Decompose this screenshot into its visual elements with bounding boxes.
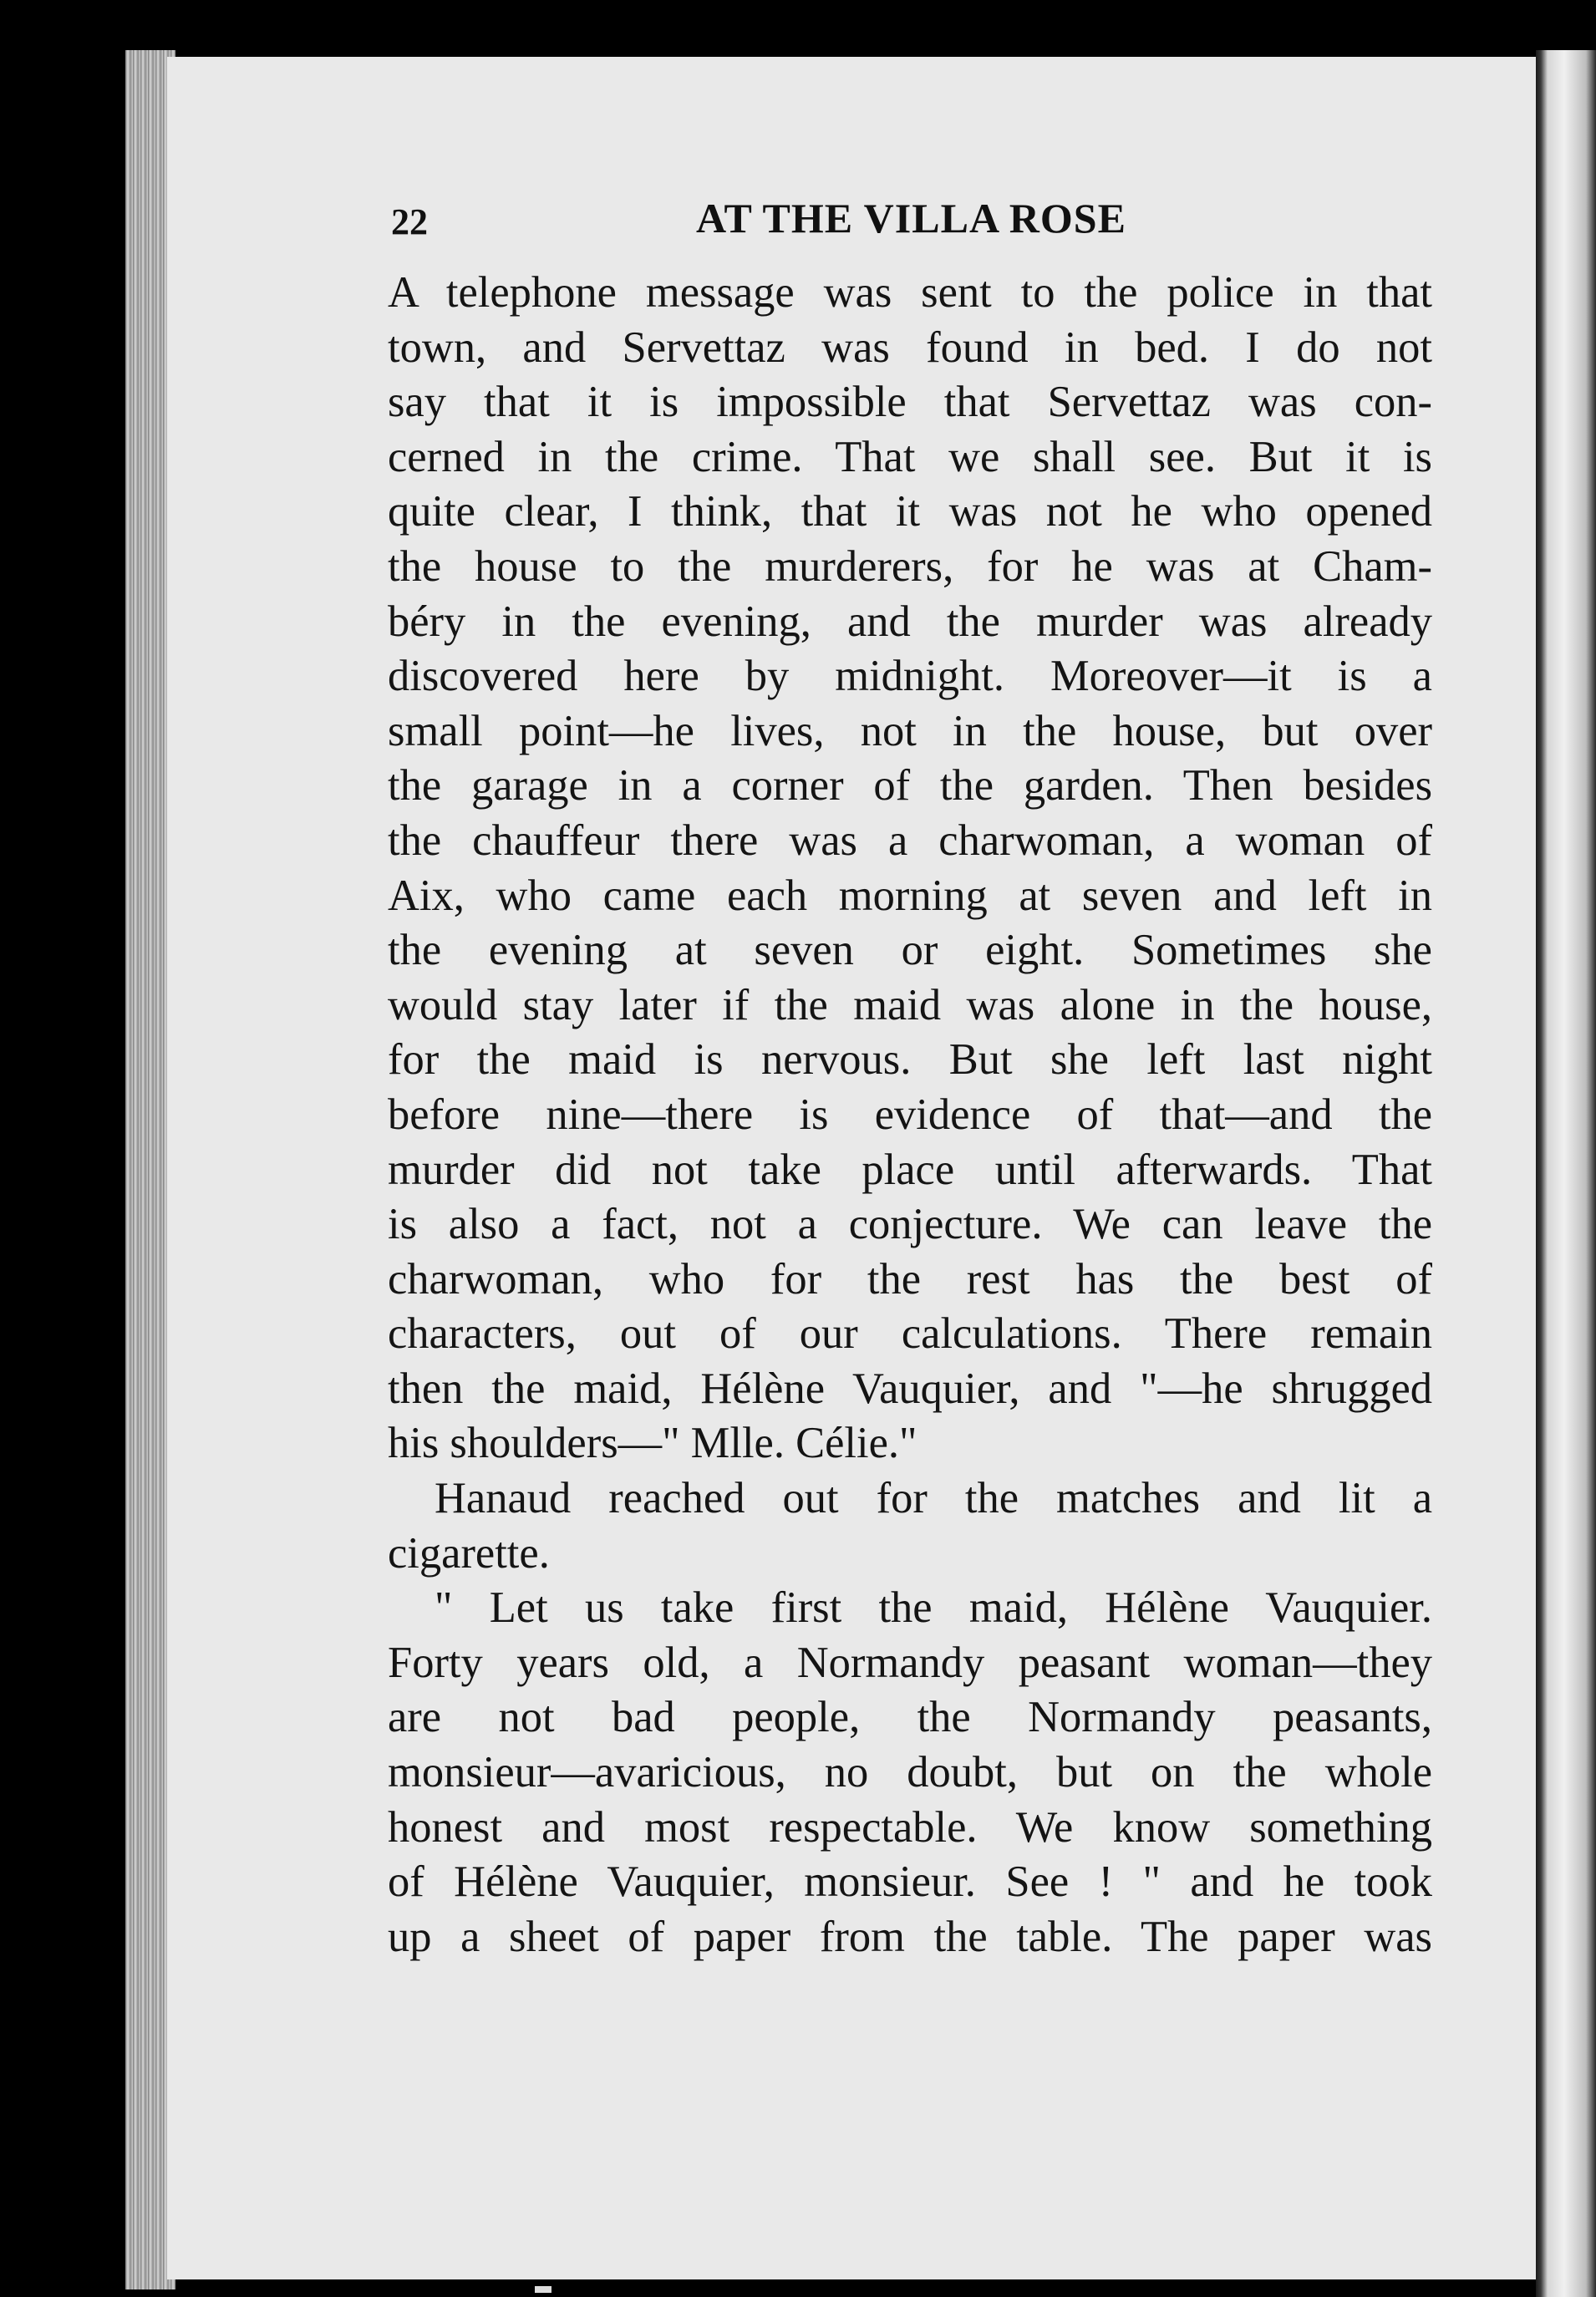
text-line: are not bad people, the Normandy peasants, (388, 1693, 1432, 1742)
text-line: béry in the evening, and the murder was already (388, 597, 1432, 646)
text-line: Forty years old, a Normandy peasant woman—they (388, 1638, 1432, 1687)
text-line: discovered here by midnight. Moreover—it is a (388, 652, 1432, 701)
text-line: would stay later if the maid was alone in the house, (388, 980, 1432, 1029)
text-line: cerned in the crime. That we shall see. But it is (388, 432, 1432, 481)
text-line: murder did not take place until afterwards. That (388, 1145, 1432, 1194)
text-line: say that it is impossible that Servettaz was con- (388, 378, 1432, 427)
body-text (388, 266, 1432, 1964)
text-line: of Hélène Vauquier, monsieur. See ! " and he took (388, 1857, 1432, 1907)
text-line: his shoulders—" Mlle. Célie." (388, 1419, 917, 1468)
text-line: small point—he lives, not in the house, but over (388, 706, 1432, 755)
text-line: the garage in a corner of the garden. Then besides (388, 761, 1432, 811)
text-line: the evening at seven or eight. Sometimes she (388, 926, 1432, 975)
text-line: honest and most respectable. We know something (388, 1802, 1432, 1852)
text-line: for the maid is nervous. But she left last night (388, 1035, 1432, 1085)
text-line: Hanaud reached out for the matches and lit a (435, 1474, 1432, 1523)
text-line: up a sheet of paper from the table. The paper was (388, 1912, 1432, 1961)
text-line: is also a fact, not a conjecture. We can leave the (388, 1200, 1432, 1249)
text-line: characters, out of our calculations. There remain (388, 1309, 1432, 1359)
text-line: the house to the murderers, for he was at Cham- (388, 541, 1432, 591)
text-line: the chauffeur there was a charwoman, a woman of (388, 816, 1432, 865)
text-line: charwoman, who for the rest has the best of (388, 1254, 1432, 1303)
text-line: then the maid, Hélène Vauquier, and "—he shrugged (388, 1364, 1432, 1413)
scan-artifact (535, 2286, 551, 2293)
page-number: 22 (391, 201, 428, 242)
page-header (391, 194, 1431, 252)
running-head: AT THE VILLA ROSE (696, 195, 1126, 241)
text-line: before nine—there is evidence of that—and the (388, 1090, 1432, 1139)
text-line: quite clear, I think, that it was not he who opened (388, 487, 1432, 536)
text-line: Aix, who came each morning at seven and left in (388, 871, 1432, 920)
book-binding (1536, 50, 1596, 2297)
text-line: cigarette. (388, 1528, 550, 1578)
text-line: monsieur—avaricious, no doubt, but on the whole (388, 1748, 1432, 1797)
text-line: A telephone message was sent to the police in that (388, 268, 1432, 317)
text-line: " Let us take first the maid, Hélène Vauquier. (435, 1583, 1432, 1633)
text-line: town, and Servettaz was found in bed. I do not (388, 323, 1432, 372)
